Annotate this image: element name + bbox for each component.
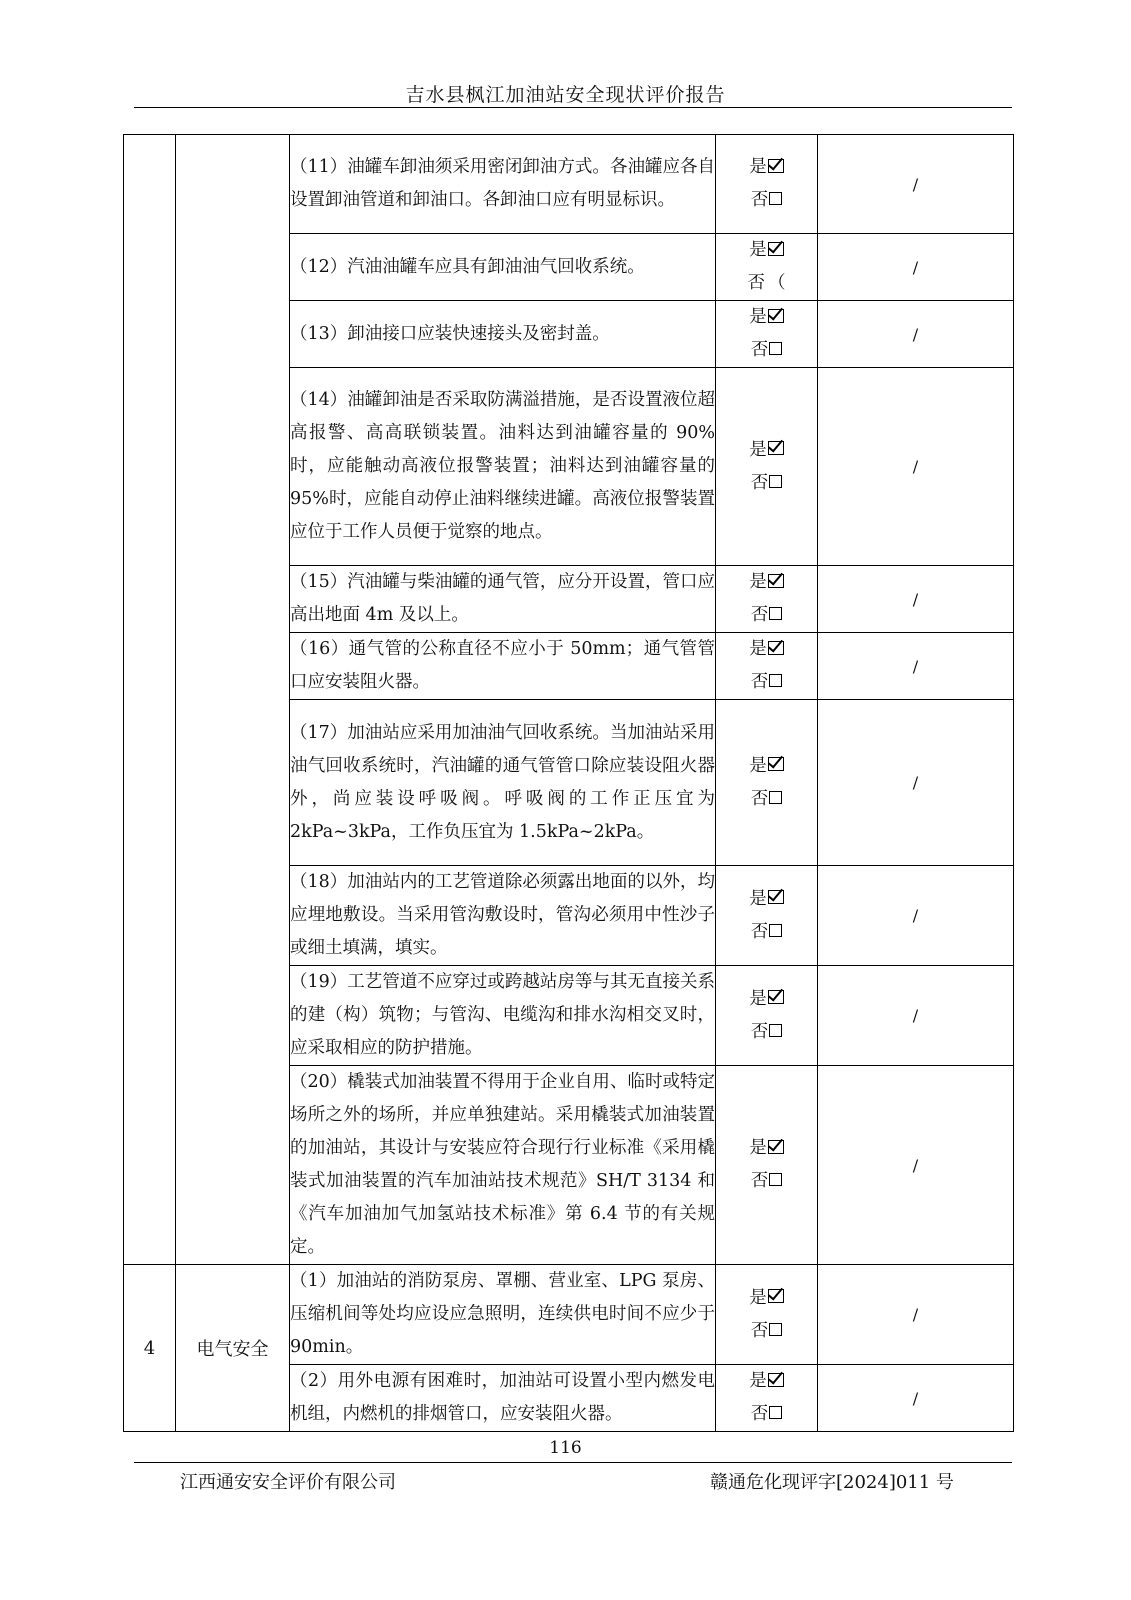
check-item-text: （12）汽油油罐车应具有卸油油气回收系统。 bbox=[290, 234, 716, 301]
footer-company: 江西通安安全评价有限公司 bbox=[180, 1472, 396, 1493]
empty-box-icon bbox=[769, 674, 782, 687]
empty-box-icon bbox=[769, 342, 782, 355]
no-option: 否 bbox=[716, 1398, 817, 1431]
check-item-text: （2）用外电源有困难时，加油站可设置小型内燃发电机组，内燃机的排烟管口，应安装阻火器。 bbox=[290, 1365, 716, 1432]
yes-no-cell bbox=[716, 1365, 818, 1432]
yes-option: 是 bbox=[716, 1282, 817, 1315]
section-number: 4 bbox=[124, 1265, 176, 1432]
empty-box-icon bbox=[769, 791, 782, 804]
checked-box-icon bbox=[768, 1289, 784, 1303]
check-item-text: （16）通气管的公称直径不应小于 50mm；通气管管口应安装阻火器。 bbox=[290, 633, 716, 700]
checked-box-icon bbox=[768, 159, 784, 173]
yes-option: 是 bbox=[716, 750, 817, 783]
yes-option: 是 bbox=[716, 151, 817, 184]
check-item-text: （18）加油站内的工艺管道除必须露出地面的以外，均应埋地敷设。当采用管沟敷设时，管沟必须用中性沙子或细土填满，填实。 bbox=[290, 866, 716, 966]
result-cell: / bbox=[818, 966, 1014, 1066]
no-option: 否 bbox=[716, 1315, 817, 1348]
yes-option: 是 bbox=[716, 434, 817, 467]
no-mark: （ bbox=[768, 273, 786, 293]
empty-box-icon bbox=[769, 192, 782, 205]
result-cell: / bbox=[818, 866, 1014, 966]
section-category: 电气安全 bbox=[176, 1265, 290, 1432]
yes-option: 是 bbox=[716, 234, 817, 267]
check-item-text: （15）汽油罐与柴油罐的通气管，应分开设置，管口应高出地面 4m 及以上。 bbox=[290, 566, 716, 633]
yes-no-cell bbox=[716, 301, 818, 368]
no-option: 否 bbox=[716, 467, 817, 500]
yes-option: 是 bbox=[716, 301, 817, 334]
checked-box-icon bbox=[768, 641, 784, 655]
yes-no-cell bbox=[716, 700, 818, 866]
empty-box-icon bbox=[769, 1173, 782, 1186]
checked-box-icon bbox=[768, 441, 784, 455]
table-row bbox=[124, 135, 1014, 234]
checklist-table bbox=[123, 134, 1014, 1432]
result-cell: / bbox=[818, 234, 1014, 301]
yes-option: 是 bbox=[716, 1132, 817, 1165]
empty-box-icon bbox=[769, 1323, 782, 1336]
yes-option: 是 bbox=[716, 1365, 817, 1398]
result-cell: / bbox=[818, 633, 1014, 700]
no-option: 否 bbox=[716, 184, 817, 217]
yes-option: 是 bbox=[716, 566, 817, 599]
checked-box-icon bbox=[768, 309, 784, 323]
yes-option: 是 bbox=[716, 983, 817, 1016]
no-option: 否 bbox=[716, 1016, 817, 1049]
check-item-text: （13）卸油接口应装快速接头及密封盖。 bbox=[290, 301, 716, 368]
footer-rule bbox=[134, 1462, 1012, 1463]
result-cell: / bbox=[818, 1265, 1014, 1365]
empty-box-icon bbox=[769, 924, 782, 937]
checked-box-icon bbox=[768, 574, 784, 588]
no-option: 否 （ bbox=[747, 273, 786, 293]
no-option: 否 bbox=[716, 666, 817, 699]
yes-option: 是 bbox=[716, 883, 817, 916]
check-item-text: （14）油罐卸油是否采取防满溢措施，是否设置液位超高报警、高高联锁装置。油料达到油罐容量的 90%时，应能触动高液位报警装置；油料达到油罐容量的 95%时，应能自动停止油料继续进罐。高液位报警装置应位于工作人员便于觉察的地点。 bbox=[290, 368, 716, 566]
result-cell: / bbox=[818, 1365, 1014, 1432]
no-option: 否 bbox=[716, 783, 817, 816]
no-option: 否 bbox=[716, 916, 817, 949]
yes-no-cell bbox=[716, 866, 818, 966]
empty-box-icon bbox=[769, 607, 782, 620]
result-cell: / bbox=[818, 1066, 1014, 1265]
footer-report-number: 赣通危化现评字[2024]011 号 bbox=[710, 1472, 954, 1493]
row-number-cell bbox=[124, 135, 176, 1265]
page-number: 116 bbox=[549, 1438, 582, 1458]
yes-no-cell bbox=[716, 135, 818, 234]
result-cell: / bbox=[818, 566, 1014, 633]
checked-box-icon bbox=[768, 1140, 784, 1154]
checked-box-icon bbox=[768, 890, 784, 904]
yes-no-cell bbox=[716, 633, 818, 700]
yes-option: 是 bbox=[716, 633, 817, 666]
result-cell: / bbox=[818, 135, 1014, 234]
table-row bbox=[124, 1265, 1014, 1365]
check-item-text: （11）油罐车卸油须采用密闭卸油方式。各油罐应各自设置卸油管道和卸油口。各卸油口应有明显标识。 bbox=[290, 135, 716, 234]
result-cell: / bbox=[818, 368, 1014, 566]
checked-box-icon bbox=[768, 990, 784, 1004]
check-item-text: （19）工艺管道不应穿过或跨越站房等与其无直接关系的建（构）筑物；与管沟、电缆沟和排水沟相交叉时，应采取相应的防护措施。 bbox=[290, 966, 716, 1066]
no-option: 否 bbox=[716, 599, 817, 632]
result-cell: / bbox=[818, 700, 1014, 866]
check-item-text: （1）加油站的消防泵房、罩棚、营业室、LPG 泵房、压缩机间等处均应设应急照明，连续供电时间不应少于 90min。 bbox=[290, 1265, 716, 1365]
empty-box-icon bbox=[769, 1406, 782, 1419]
yes-no-cell bbox=[716, 234, 818, 301]
yes-no-cell bbox=[716, 368, 818, 566]
page-header-title: 吉水县枫江加油站安全现状评价报告 bbox=[405, 84, 726, 106]
checked-box-icon bbox=[768, 242, 784, 256]
yes-no-cell bbox=[716, 966, 818, 1066]
yes-no-cell bbox=[716, 1265, 818, 1365]
yes-no-cell bbox=[716, 566, 818, 633]
yes-no-cell bbox=[716, 1066, 818, 1265]
empty-box-icon bbox=[769, 1024, 782, 1037]
check-item-text: （20）橇装式加油装置不得用于企业自用、临时或特定场所之外的场所，并应单独建站。采用橇装式加油装置的加油站，其设计与安装应符合现行行业标准《采用橇装式加油装置的汽车加油站技术规范》SH/T 3134 和《汽车加油加气加氢站技术标准》第 6.4 节的有关规定。 bbox=[290, 1066, 716, 1265]
checked-box-icon bbox=[768, 1373, 784, 1387]
check-item-text: （17）加油站应采用加油油气回收系统。当加油站采用油气回收系统时，汽油罐的通气管管口除应装设阻火器外，尚应装设呼吸阀。呼吸阀的工作正压宜为 2kPa~3kPa，工作负压宜为 1.5kPa~2kPa。 bbox=[290, 700, 716, 866]
empty-box-icon bbox=[769, 475, 782, 488]
header-rule bbox=[134, 107, 1012, 108]
no-option: 否 bbox=[716, 1165, 817, 1198]
result-cell: / bbox=[818, 301, 1014, 368]
category-cell bbox=[176, 135, 290, 1265]
checked-box-icon bbox=[768, 757, 784, 771]
no-option: 否 bbox=[716, 334, 817, 367]
